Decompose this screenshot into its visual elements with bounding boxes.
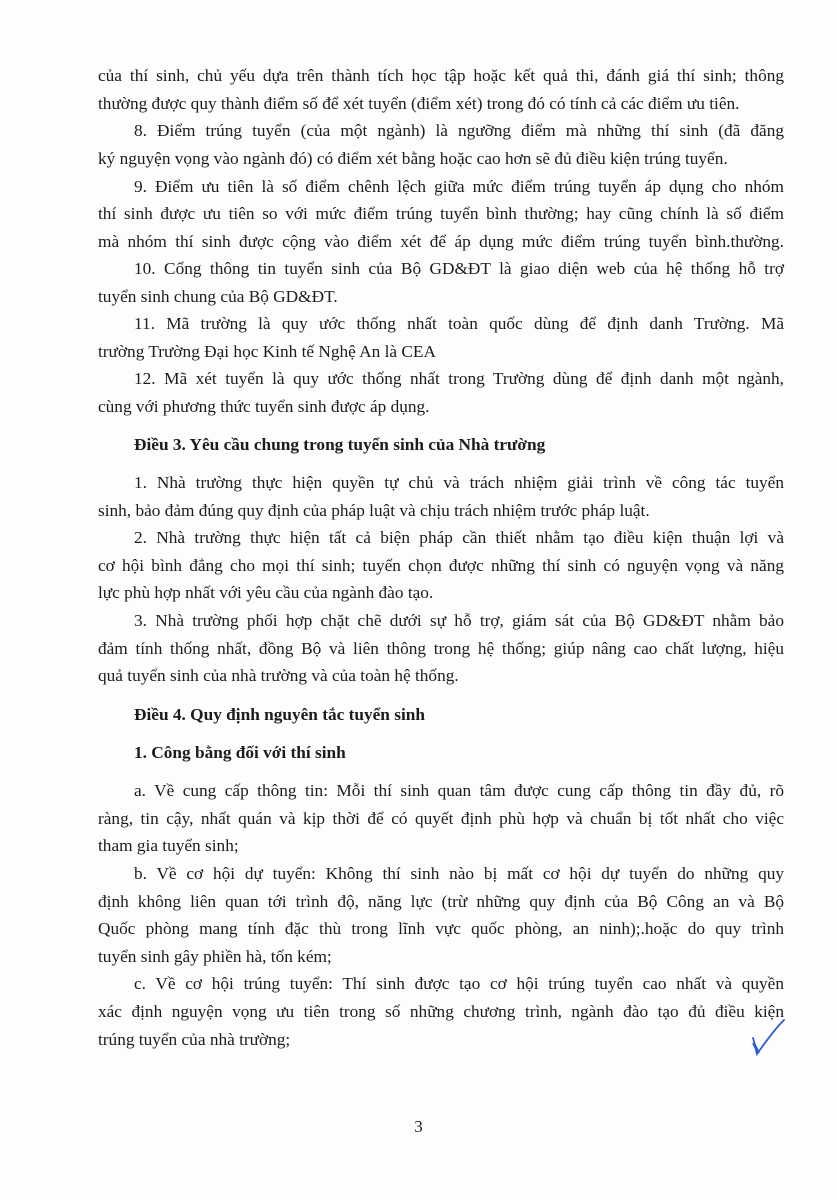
text-line: b. Về cơ hội dự tuyển: Không thí sinh nào bị mất cơ hội dự tuyển do những quy <box>134 864 784 883</box>
text-line: sinh, bảo đảm đúng quy định của pháp luật và chịu trách nhiệm trước pháp luật. <box>98 501 650 520</box>
section-heading: 1. Công bằng đối với thí sinh <box>134 743 346 762</box>
text-line: 3. Nhà trường phối hợp chặt chẽ dưới sự hỗ trợ, giám sát của Bộ GD&ĐT nhằm bảo <box>134 611 784 630</box>
text-line: 11. Mã trường là quy ước thống nhất toàn quốc dùng để định danh Trường. Mã <box>134 314 784 333</box>
text-line: a. Về cung cấp thông tin: Mỗi thí sinh quan tâm được cung cấp thông tin đầy đủ, rõ <box>134 781 784 800</box>
text-line: 10. Cổng thông tin tuyển sinh của Bộ GD&ĐT là giao diện web của hệ thống hỗ trợ <box>134 259 784 278</box>
text-line: trường Trường Đại học Kinh tế Nghệ An là CEA <box>98 342 436 361</box>
text-line: 8. Điểm trúng tuyển (của một ngành) là ngưỡng điểm mà những thí sinh (đã đăng <box>134 121 784 140</box>
text-line: đảm tính thống nhất, đồng Bộ và liên thông trong hệ thống; giúp nâng cao chất lượng, hiệu <box>98 639 784 658</box>
text-line: c. Về cơ hội trúng tuyển: Thí sinh được tạo cơ hội trúng tuyển cao nhất và quyền <box>134 974 784 993</box>
text-line: 12. Mã xét tuyển là quy ước thống nhất trong Trường dùng để định danh một ngành, <box>134 369 784 388</box>
text-line: 1. Nhà trường thực hiện quyền tự chủ và trách nhiệm giải trình về công tác tuyển <box>134 473 784 492</box>
text-line: của thí sinh, chủ yếu dựa trên thành tích học tập hoặc kết quả thi, đánh giá thí sinh; thông <box>98 66 784 85</box>
text-line: định không liên quan tới trình độ, năng lực (trừ những quy định của Bộ Công an và Bộ <box>98 892 784 911</box>
text-line: thí sinh được ưu tiên so với mức điểm trúng tuyển bình thường; hay cũng chính là số điểm <box>98 204 784 223</box>
text-line: xác định nguyện vọng ưu tiên trong số những chương trình, ngành đào tạo đủ điều kiện <box>98 1002 784 1021</box>
text-line: mà nhóm thí sinh được cộng vào điểm xét để áp dụng mức điểm trúng tuyển bình.thường. <box>98 232 784 251</box>
text-line: lực phù hợp nhất với yêu cầu của ngành đào tạo. <box>98 583 434 602</box>
text-line: cơ hội bình đẳng cho mọi thí sinh; tuyển chọn được những thí sinh có nguyện vọng và năng <box>98 556 784 575</box>
section-heading: Điều 4. Quy định nguyên tắc tuyển sinh <box>134 705 425 724</box>
text-line: thường được quy thành điểm số để xét tuyển (điểm xét) trong đó có tính cả các điểm ưu tiên. <box>98 94 740 113</box>
text-line: tuyển sinh chung của Bộ GD&ĐT. <box>98 287 338 306</box>
text-line: quả tuyển sinh của nhà trường và của toàn hệ thống. <box>98 666 459 685</box>
page-number: 3 <box>414 1117 423 1136</box>
text-line: tham gia tuyển sinh; <box>98 836 239 855</box>
text-line: trúng tuyển của nhà trường; <box>98 1030 291 1049</box>
text-line: cùng với phương thức tuyển sinh được áp dụng. <box>98 397 430 416</box>
text-line: tuyển sinh gây phiền hà, tốn kém; <box>98 947 332 966</box>
text-line: 9. Điểm ưu tiên là số điểm chênh lệch giữa mức điểm trúng tuyển áp dụng cho nhóm <box>134 177 784 196</box>
text-line: ký nguyện vọng vào ngành đó) có điểm xét bằng hoặc cao hơn sẽ đủ điều kiện trúng tuyển. <box>98 149 728 168</box>
text-line: Quốc phòng mang tính đặc thù trong lĩnh vực quốc phòng, an ninh);.hoặc do quy trình <box>98 919 784 938</box>
text-line: ràng, tin cậy, nhất quán và kịp thời để có quyết định phù hợp và chuẩn bị tốt nhất cho việc <box>98 809 784 828</box>
handwritten-check-mark-icon <box>750 1018 786 1058</box>
text-line: 2. Nhà trường thực hiện tất cả biện pháp cần thiết nhằm tạo điều kiện thuận lợi và <box>134 528 784 547</box>
section-heading: Điều 3. Yêu cầu chung trong tuyển sinh của Nhà trường <box>134 435 546 454</box>
